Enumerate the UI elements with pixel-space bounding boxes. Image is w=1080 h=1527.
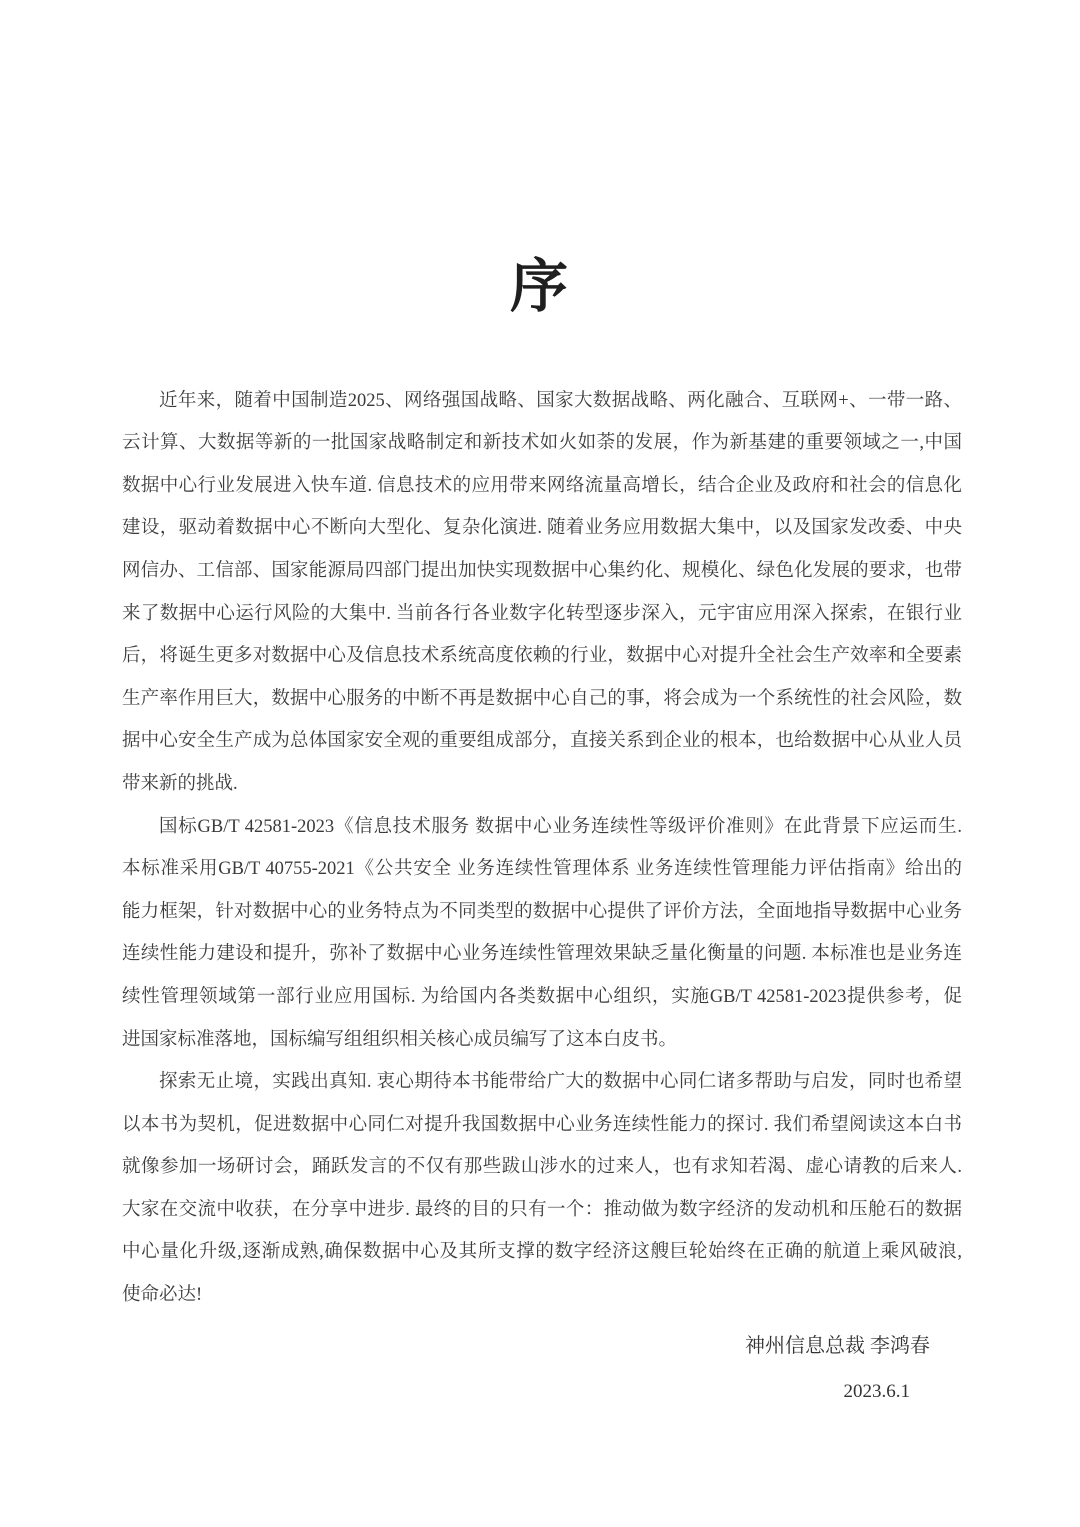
text-line: 以本书为契机，促进数据中心同仁对提升我国数据中心业务连续性能力的探讨. 我们希望阅读这本白书 [122, 1114, 962, 1135]
page-title: 序 [509, 254, 570, 319]
text-line: 云计算、大数据等新的一批国家战略制定和新技术如火如荼的发展，作为新基建的重要领域之一,中国 [122, 433, 962, 454]
text-line: 生产率作用巨大，数据中心服务的中断不再是数据中心自己的事，将会成为一个系统性的社会风险，数 [122, 688, 962, 709]
paragraph [122, 380, 962, 806]
date-line: 2023.6.1 [843, 1381, 910, 1403]
paragraph [122, 1061, 962, 1317]
text-line: 建设，驱动着数据中心不断向大型化、复杂化演进. 随着业务应用数据大集中，以及国家发改委、中央 [122, 518, 962, 539]
signature-line: 神州信息总裁 李鸿春 [745, 1334, 930, 1357]
text-line: 数据中心行业发展进入快车道. 信息技术的应用带来网络流量高增长，结合企业及政府和社会的信息化 [122, 475, 962, 496]
text-line: 能力框架，针对数据中心的业务特点为不同类型的数据中心提供了评价方法，全面地指导数据中心业务 [122, 901, 962, 922]
text-line: 本标准采用GB/T 40755-2021《公共安全 业务连续性管理体系 业务连续性管理能力评估指南》给出的 [122, 859, 962, 880]
text-line: 后，将诞生更多对数据中心及信息技术系统高度依赖的行业，数据中心对提升全社会生产效率和全要素 [122, 646, 962, 667]
text-line: 据中心安全生产成为总体国家安全观的重要组成部分，直接关系到企业的根本，也给数据中心从业人员 [122, 731, 962, 752]
text-line: 探索无止境，实践出真知. 衷心期待本书能带给广大的数据中心同仁诸多帮助与启发，同时也希望 [159, 1072, 962, 1093]
text-line: 进国家标准落地，国标编写组组织相关核心成员编写了这本白皮书。 [122, 1029, 678, 1050]
text-line: 带来新的挑战. [122, 773, 238, 794]
text-line: 大家在交流中收获，在分享中进步. 最终的目的只有一个：推动做为数字经济的发动机和压舱石的数据 [122, 1199, 962, 1220]
text-line: 中心量化升级,逐渐成熟,确保数据中心及其所支撑的数字经济这艘巨轮始终在正确的航道上乘风破浪, [122, 1242, 962, 1263]
text-line: 就像参加一场研讨会，踊跃发言的不仅有那些跋山涉水的过来人，也有求知若渴、虚心请教的后来人. [122, 1157, 962, 1178]
text-line: 近年来，随着中国制造2025、网络强国战略、国家大数据战略、两化融合、互联网+、一带一路、 [159, 390, 962, 411]
text-line: 续性管理领域第一部行业应用国标. 为给国内各类数据中心组织，实施GB/T 42581-2023提供参考，促 [122, 986, 962, 1007]
text-line: 连续性能力建设和提升，弥补了数据中心业务连续性管理效果缺乏量化衡量的问题. 本标准也是业务连 [122, 944, 962, 965]
paragraph [122, 806, 962, 1062]
text-line: 来了数据中心运行风险的大集中. 当前各行各业数字化转型逐步深入，元宇宙应用深入探索，在银行业 [122, 603, 962, 624]
text-line: 国标GB/T 42581-2023《信息技术服务 数据中心业务连续性等级评价准则》在此背景下应运而生. [159, 816, 962, 837]
text-line: 使命必达! [122, 1285, 203, 1306]
preface-body [122, 380, 962, 1317]
text-line: 网信办、工信部、国家能源局四部门提出加快实现数据中心集约化、规模化、绿色化发展的要求，也带 [122, 560, 962, 581]
